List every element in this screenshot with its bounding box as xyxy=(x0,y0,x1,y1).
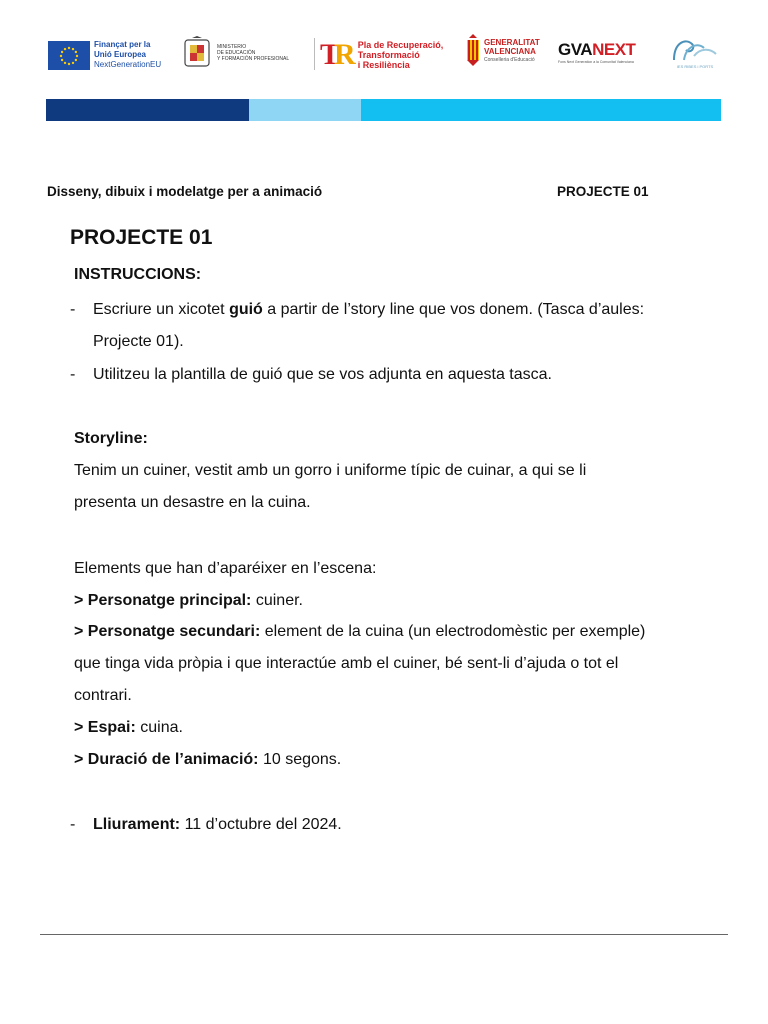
band-cyan xyxy=(361,99,721,121)
recovery-plan-logo xyxy=(320,38,443,72)
element-secondary-character: > Personatge secundari: element de la cuina (un electrodomèstic per exemple) xyxy=(74,623,646,640)
eu-text-2: Unió Europea xyxy=(94,50,147,59)
gvnext-a: GVA xyxy=(558,40,593,59)
bullet-dash: - xyxy=(70,366,76,383)
instruction-item-2: Utilitzeu la plantilla de guió que se vos adjunta en aquesta tasca. xyxy=(93,366,552,383)
band-dark xyxy=(46,99,249,121)
wave-icon xyxy=(670,34,720,64)
gv-text-1: GENERALITAT xyxy=(484,37,540,47)
eu-flag-icon xyxy=(48,41,90,70)
spain-coat-of-arms-icon xyxy=(182,36,212,70)
logo-strip xyxy=(48,30,720,78)
storyline-line-2: presenta un desastre en la cuina. xyxy=(74,494,311,511)
recovery-plan-mark-icon: TR xyxy=(320,38,350,71)
ministry-text-1: MINISTERIO xyxy=(217,44,247,50)
page-title: PROJECTE 01 xyxy=(70,226,213,249)
gv-text-3: Conselleria d'Educació xyxy=(484,56,535,63)
storyline-heading: Storyline: xyxy=(74,430,148,447)
element-secondary-cont-2: contrari. xyxy=(74,687,132,704)
element-duration: > Duració de l’animació: 10 segons. xyxy=(74,751,342,768)
gvnext-b: NEXT xyxy=(592,40,636,59)
element-secondary-cont-1: que tinga vida pròpia i que interactúe amb el cuiner, bé sent-li d’ajuda o tot el xyxy=(74,655,619,672)
gvanext-logo xyxy=(558,40,635,64)
bullet-dash: - xyxy=(70,816,76,833)
storyline-line-1: Tenim un cuiner, vestit amb un gorro i uniforme típic de cuinar, a qui se li xyxy=(74,462,587,479)
project-header: PROJECTE 01 xyxy=(557,184,649,199)
instruction-item-1-cont: Projecte 01). xyxy=(93,333,184,350)
delivery-date: Lliurament: 11 d’octubre del 2024. xyxy=(93,816,342,833)
logo-divider xyxy=(314,38,315,70)
school-text: IES RIBES i PORTS xyxy=(676,64,714,69)
instruction-item-1: Escriure un xicotet guió a partir de l’story line que vos donem. (Tasca d’aules: xyxy=(93,301,645,318)
ministry-logo xyxy=(182,36,289,70)
eu-text-3: NextGenerationEU xyxy=(94,60,162,69)
generalitat-logo xyxy=(466,34,540,68)
school-logo xyxy=(670,34,720,69)
gvnext-sub: Fons Next Generation a la Comunitat Valenciana xyxy=(558,60,634,64)
footer-rule xyxy=(40,934,728,935)
ministry-text-3: Y FORMACIÓN PROFESIONAL xyxy=(217,56,290,62)
ministry-text-2: DE EDUCACIÓN xyxy=(217,50,256,56)
elements-intro: Elements que han d’aparéixer en l’escena: xyxy=(74,560,377,577)
eu-funding-logo xyxy=(48,40,161,70)
generalitat-shield-icon xyxy=(466,34,480,68)
element-space: > Espai: cuina. xyxy=(74,719,183,736)
band-light xyxy=(249,99,361,121)
eu-text-1: Finançat per la xyxy=(94,40,151,49)
plan-text-2: Transformació xyxy=(357,50,420,60)
instructions-heading: INSTRUCCIONS: xyxy=(74,266,202,283)
bullet-dash: - xyxy=(70,301,76,318)
element-main-character: > Personatge principal: cuiner. xyxy=(74,592,303,609)
subject-header: Disseny, dibuix i modelatge per a animació xyxy=(47,184,323,199)
gv-text-2: VALENCIANA xyxy=(484,46,536,56)
plan-text-3: i Resiliència xyxy=(357,60,410,70)
plan-text-1: Pla de Recuperació, xyxy=(357,40,444,50)
